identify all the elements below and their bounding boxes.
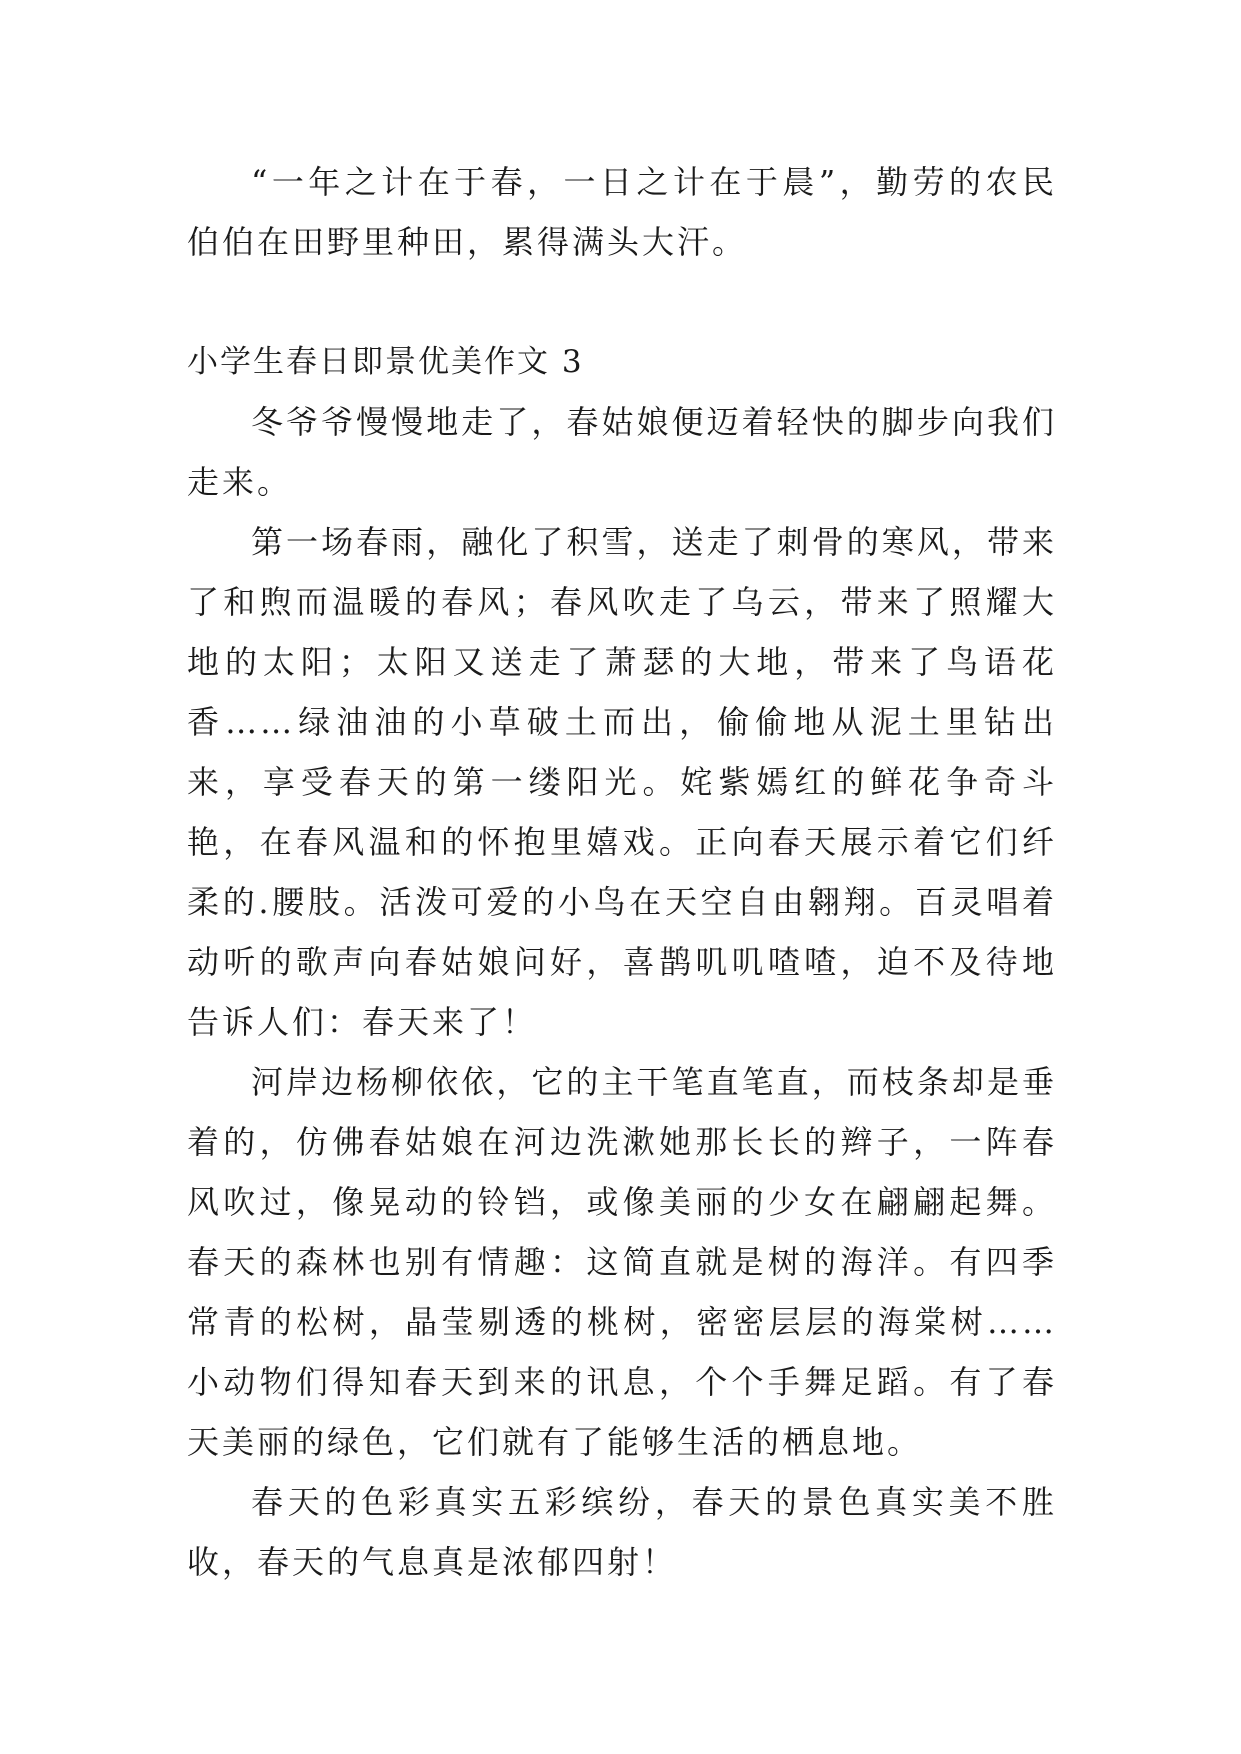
paragraph: 第一场春雨，融化了积雪，送走了刺骨的寒风，带来了和煦而温暖的春风；春风吹走了乌云，带来了照耀大地的太阳；太阳又送走了萧瑟的大地，带来了鸟语花香……绿油油的小草破土而出，偷偷地从泥土里钻出来，享受春天的第一缕阳光。姹紫嫣红的鲜花争奇斗艳，在春风温和的怀抱里嬉戏。正向春天展示着它们纤柔的.腰肢。活泼可爱的小鸟在天空自由翱翔。百灵唱着动听的歌声向春姑娘问好，喜鹊叽叽喳喳，迫不及待地告诉人们：春天来了！ — [187, 523, 1057, 1041]
paragraph: 春天的色彩真实五彩缤纷，春天的景色真实美不胜收，春天的气息真是浓郁四射！ — [187, 1483, 1057, 1581]
section-title: 小学生春日即景优美作文 3 — [187, 344, 584, 380]
paragraph: 河岸边杨柳依依，它的主干笔直笔直，而枝条却是垂着的，仿佛春姑娘在河边洗漱她那长长的辫子，一阵春风吹过，像晃动的铃铛，或像美丽的少女在翩翩起舞。春天的森林也别有情趣：这简直就是树的海洋。有四季常青的松树，晶莹剔透的桃树，密密层层的海棠树……小动物们得知春天到来的讯息，个个手舞足蹈。有了春天美丽的绿色，它们就有了能够生活的栖息地。 — [187, 1063, 1057, 1461]
document-body — [187, 152, 1057, 1592]
intro-paragraph: “一年之计在于春，一日之计在于晨”，勤劳的农民伯伯在田野里种田，累得满头大汗。 — [187, 163, 1057, 261]
paragraph: 冬爷爷慢慢地走了，春姑娘便迈着轻快的脚步向我们走来。 — [187, 403, 1057, 501]
section-spacer — [187, 272, 1057, 332]
